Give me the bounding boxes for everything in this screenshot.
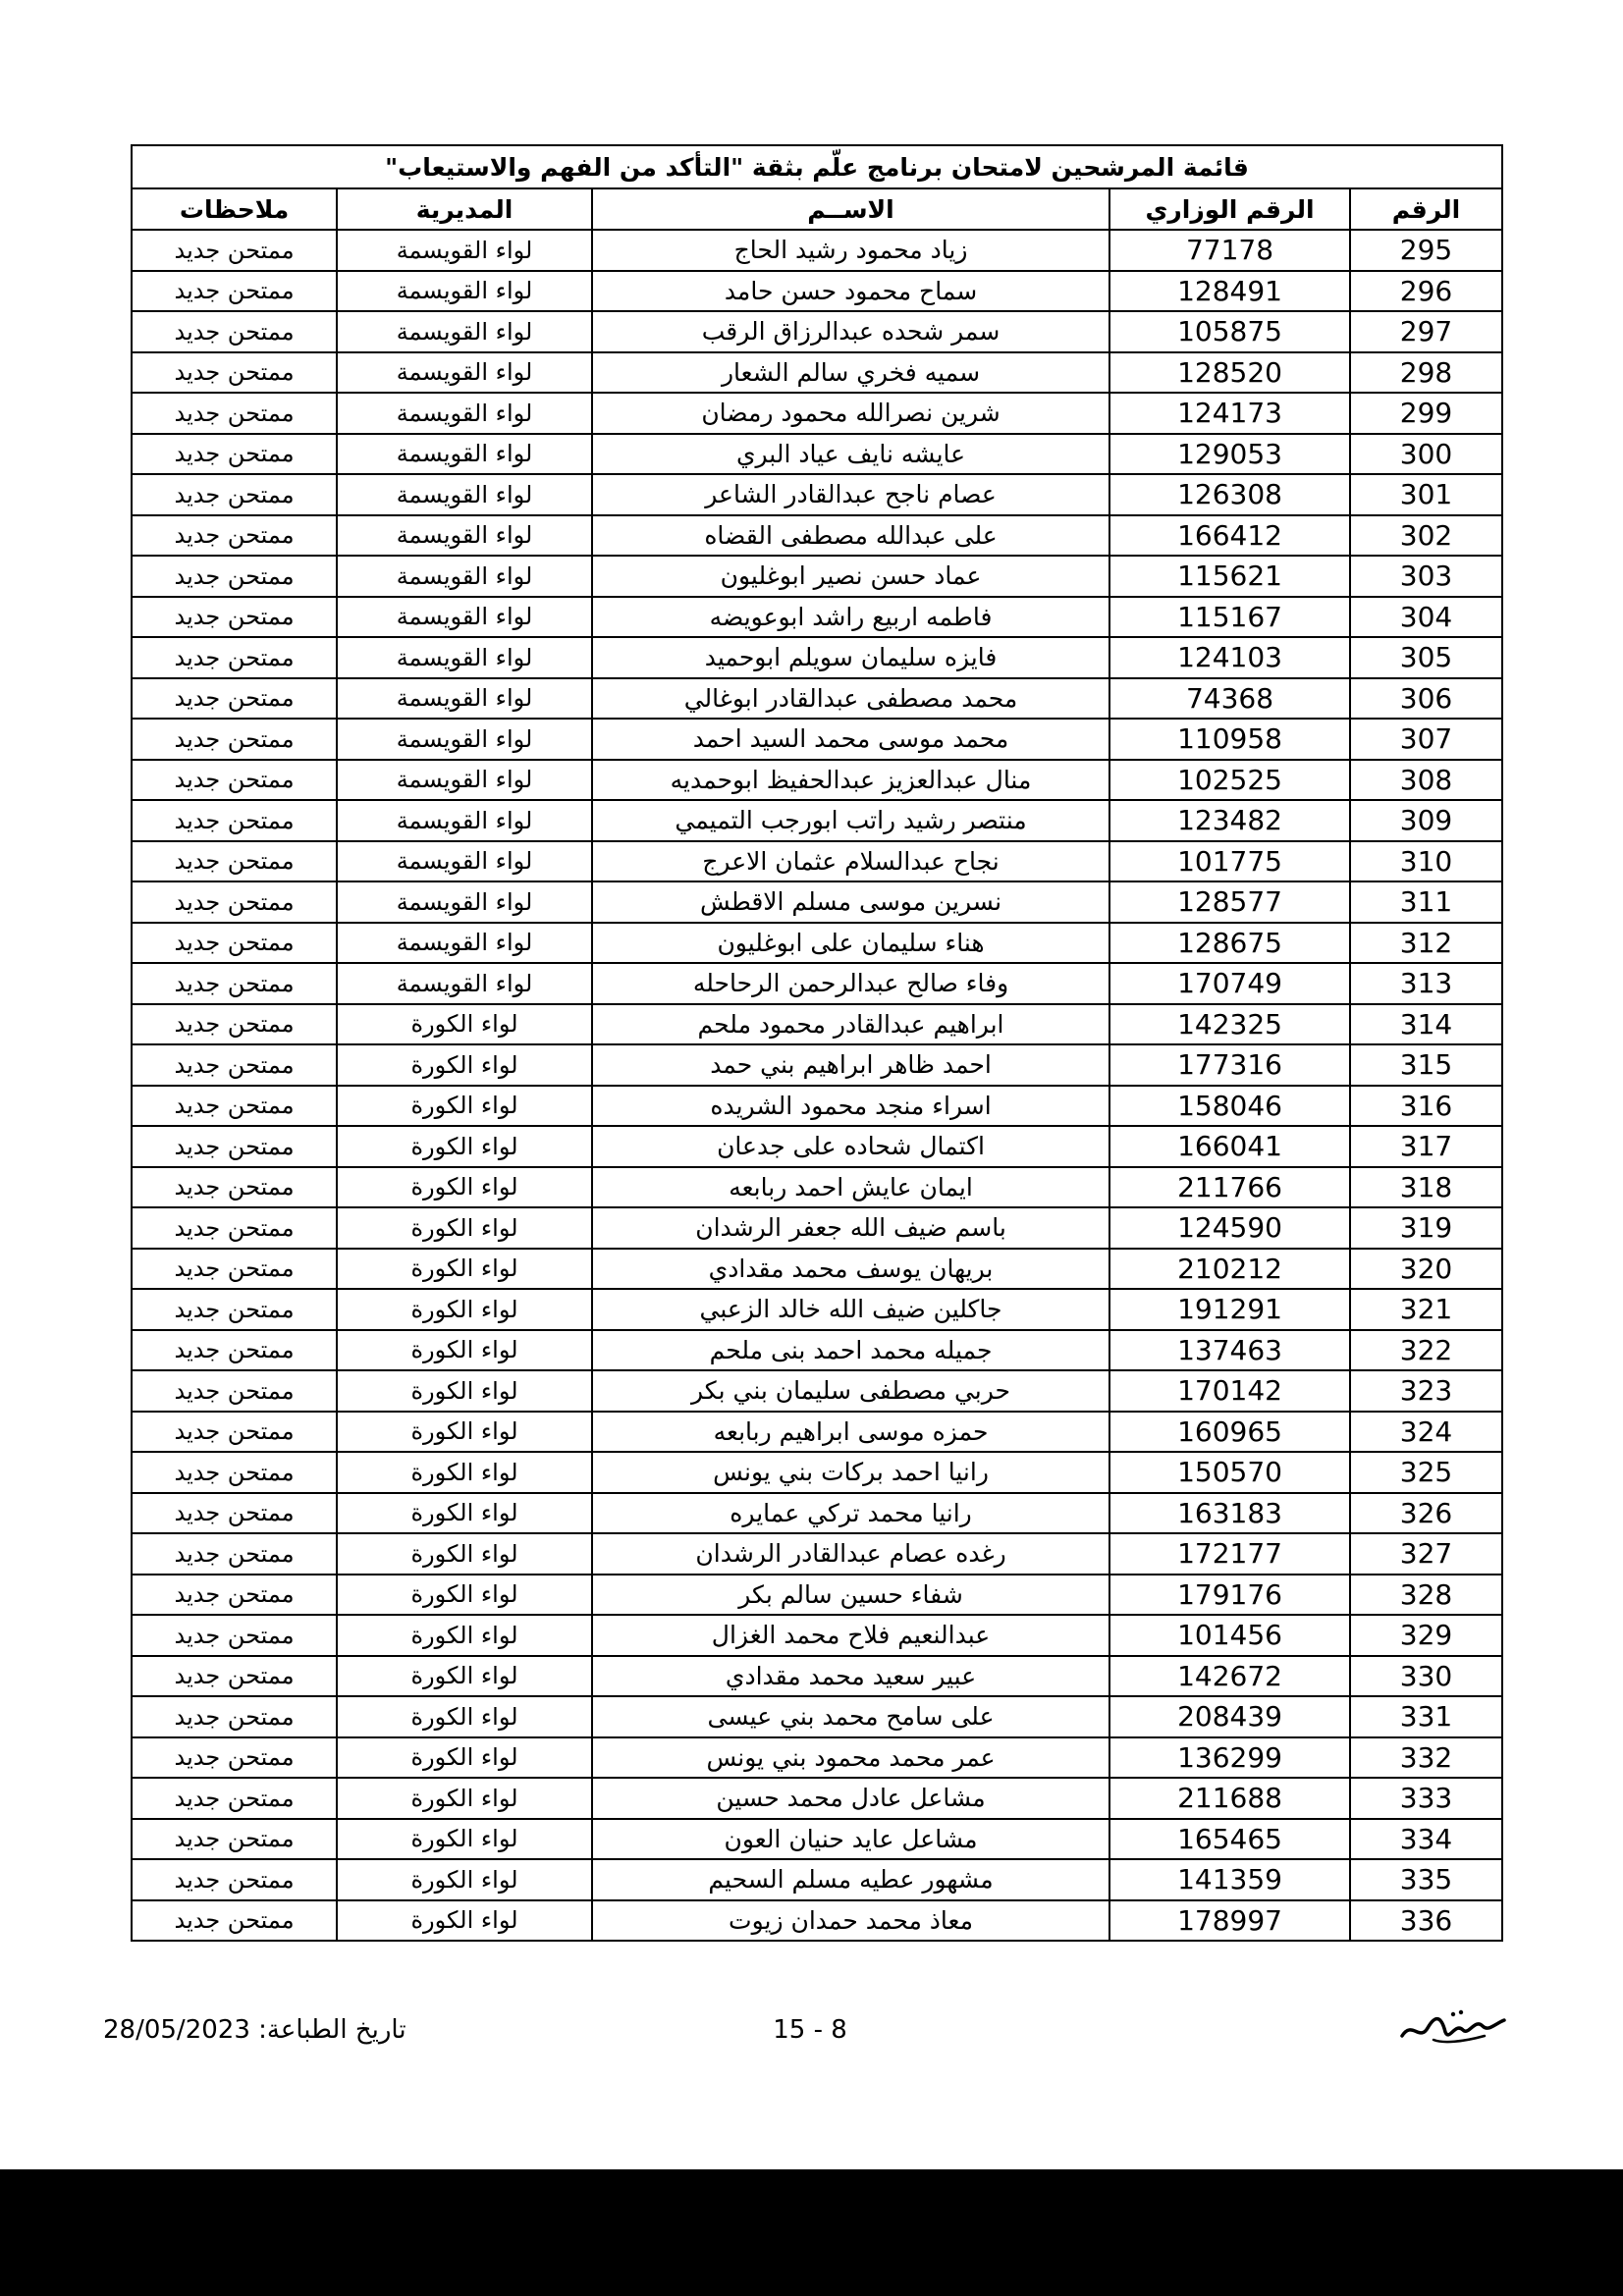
row-number-cell: 329 [1350, 1615, 1502, 1656]
notes-cell: ممتحن جديد [132, 1370, 337, 1412]
notes-cell: ممتحن جديد [132, 1207, 337, 1249]
table-row [132, 1575, 1502, 1616]
directorate-cell: لواء القويسمة [337, 841, 592, 882]
directorate-cell: لواء الكورة [337, 1412, 592, 1453]
notes-cell: ممتحن جديد [132, 1167, 337, 1208]
notes-cell: ممتحن جديد [132, 719, 337, 760]
directorate-cell: لواء القويسمة [337, 352, 592, 394]
row-number-cell: 335 [1350, 1859, 1502, 1900]
ministry-id-cell: 74368 [1109, 678, 1350, 720]
candidate-name-cell: رانيا محمد تركي عمايره [592, 1493, 1109, 1534]
table-row [132, 1900, 1502, 1942]
row-number-cell: 330 [1350, 1656, 1502, 1697]
table-title: قائمة المرشحين لامتحان برنامج علّم بثقة "التأكد من الفهم والاستيعاب" [132, 145, 1502, 188]
notes-cell: ممتحن جديد [132, 800, 337, 841]
candidate-name-cell: وفاء صالح عبدالرحمن الرحاحله [592, 963, 1109, 1004]
ministry-id-cell: 163183 [1109, 1493, 1350, 1534]
notes-cell: ممتحن جديد [132, 1452, 337, 1493]
row-number-cell: 314 [1350, 1004, 1502, 1045]
notes-cell: ممتحن جديد [132, 597, 337, 638]
ministry-id-cell: 211688 [1109, 1778, 1350, 1819]
ministry-id-cell: 166412 [1109, 515, 1350, 557]
row-number-cell: 296 [1350, 271, 1502, 312]
table-row [132, 311, 1502, 352]
row-number-cell: 307 [1350, 719, 1502, 760]
table-row [132, 515, 1502, 557]
candidate-name-cell: عماد حسن نصير ابوغليون [592, 556, 1109, 597]
ministry-id-cell: 123482 [1109, 800, 1350, 841]
candidate-name-cell: رغده عصام عبدالقادر الرشدان [592, 1533, 1109, 1575]
candidate-name-cell: ابراهيم عبدالقادر محمود ملحم [592, 1004, 1109, 1045]
notes-cell: ممتحن جديد [132, 515, 337, 557]
ministry-id-cell: 150570 [1109, 1452, 1350, 1493]
ministry-id-cell: 136299 [1109, 1737, 1350, 1779]
ministry-id-cell: 115167 [1109, 597, 1350, 638]
row-number-cell: 327 [1350, 1533, 1502, 1575]
row-number-cell: 336 [1350, 1900, 1502, 1942]
table-row [132, 1819, 1502, 1860]
table-row [132, 1249, 1502, 1290]
directorate-cell: لواء الكورة [337, 1656, 592, 1697]
directorate-cell: لواء القويسمة [337, 881, 592, 923]
directorate-cell: لواء القويسمة [337, 556, 592, 597]
candidate-name-cell: جاكلين ضيف الله خالد الزعبي [592, 1289, 1109, 1330]
table-row [132, 719, 1502, 760]
table-row [132, 1044, 1502, 1086]
directorate-cell: لواء الكورة [337, 1044, 592, 1086]
print-date: تاريخ الطباعة: 28/05/2023 [103, 2015, 406, 2045]
row-number-cell: 297 [1350, 311, 1502, 352]
row-number-cell: 303 [1350, 556, 1502, 597]
ministry-id-cell: 172177 [1109, 1533, 1350, 1575]
row-number-cell: 318 [1350, 1167, 1502, 1208]
notes-cell: ممتحن جديد [132, 1900, 337, 1942]
row-number-cell: 331 [1350, 1696, 1502, 1737]
notes-cell: ممتحن جديد [132, 474, 337, 515]
row-number-cell: 310 [1350, 841, 1502, 882]
table-row [132, 1696, 1502, 1737]
ministry-id-cell: 129053 [1109, 434, 1350, 475]
candidate-name-cell: احمد ظاهر ابراهيم بني حمد [592, 1044, 1109, 1086]
directorate-cell: لواء القويسمة [337, 963, 592, 1004]
ministry-id-cell: 105875 [1109, 311, 1350, 352]
table-row [132, 923, 1502, 964]
directorate-cell: لواء القويسمة [337, 597, 592, 638]
notes-cell: ممتحن جديد [132, 1126, 337, 1167]
notes-cell: ممتحن جديد [132, 1004, 337, 1045]
ministry-id-cell: 124103 [1109, 637, 1350, 678]
ministry-id-cell: 137463 [1109, 1330, 1350, 1371]
ministry-id-cell: 179176 [1109, 1575, 1350, 1616]
notes-cell: ممتحن جديد [132, 1412, 337, 1453]
table-row [132, 1452, 1502, 1493]
ministry-id-cell: 128577 [1109, 881, 1350, 923]
candidate-name-cell: سمر شحده عبدالرزاق الرقب [592, 311, 1109, 352]
ministry-id-cell: 110958 [1109, 719, 1350, 760]
ministry-id-cell: 102525 [1109, 760, 1350, 801]
directorate-cell: لواء الكورة [337, 1819, 592, 1860]
ministry-id-cell: 166041 [1109, 1126, 1350, 1167]
table-row [132, 1370, 1502, 1412]
table-row [132, 881, 1502, 923]
row-number-cell: 313 [1350, 963, 1502, 1004]
directorate-cell: لواء الكورة [337, 1737, 592, 1779]
column-header-ministry-id: الرقم الوزاري [1109, 188, 1350, 230]
directorate-cell: لواء القويسمة [337, 393, 592, 434]
directorate-cell: لواء الكورة [337, 1330, 592, 1371]
notes-cell: ممتحن جديد [132, 1493, 337, 1534]
scan-edge-bar [0, 2169, 1623, 2296]
directorate-cell: لواء الكورة [337, 1615, 592, 1656]
candidate-name-cell: حربي مصطفى سليمان بني بكر [592, 1370, 1109, 1412]
row-number-cell: 324 [1350, 1412, 1502, 1453]
directorate-cell: لواء الكورة [337, 1533, 592, 1575]
row-number-cell: 333 [1350, 1778, 1502, 1819]
notes-cell: ممتحن جديد [132, 963, 337, 1004]
candidate-name-cell: عبير سعيد محمد مقدادي [592, 1656, 1109, 1697]
candidate-name-cell: سميه فخري سالم الشعار [592, 352, 1109, 394]
notes-cell: ممتحن جديد [132, 1575, 337, 1616]
ministry-id-cell: 208439 [1109, 1696, 1350, 1737]
ministry-id-cell: 178997 [1109, 1900, 1350, 1942]
directorate-cell: لواء الكورة [337, 1289, 592, 1330]
candidate-name-cell: سماح محمود حسن حامد [592, 271, 1109, 312]
ministry-id-cell: 160965 [1109, 1412, 1350, 1453]
table-row [132, 1086, 1502, 1127]
row-number-cell: 309 [1350, 800, 1502, 841]
row-number-cell: 305 [1350, 637, 1502, 678]
column-header-notes: ملاحظات [132, 188, 337, 230]
candidate-name-cell: مشاعل عادل محمد حسين [592, 1778, 1109, 1819]
notes-cell: ممتحن جديد [132, 637, 337, 678]
row-number-cell: 308 [1350, 760, 1502, 801]
row-number-cell: 306 [1350, 678, 1502, 720]
candidate-name-cell: رانيا احمد بركات بني يونس [592, 1452, 1109, 1493]
candidate-name-cell: منال عبدالعزيز عبدالحفيظ ابوحمديه [592, 760, 1109, 801]
notes-cell: ممتحن جديد [132, 1289, 337, 1330]
candidate-name-cell: حمزه موسى ابراهيم ربابعه [592, 1412, 1109, 1453]
table-row [132, 1737, 1502, 1779]
table-row [132, 474, 1502, 515]
row-number-cell: 319 [1350, 1207, 1502, 1249]
notes-cell: ممتحن جديد [132, 841, 337, 882]
candidates-table [131, 144, 1503, 1942]
directorate-cell: لواء الكورة [337, 1493, 592, 1534]
candidate-name-cell: عايشه نايف عياد البري [592, 434, 1109, 475]
ministry-id-cell: 141359 [1109, 1859, 1350, 1900]
ministry-id-cell: 142325 [1109, 1004, 1350, 1045]
row-number-cell: 325 [1350, 1452, 1502, 1493]
table-row [132, 1289, 1502, 1330]
table-row [132, 1778, 1502, 1819]
row-number-cell: 312 [1350, 923, 1502, 964]
row-number-cell: 328 [1350, 1575, 1502, 1616]
directorate-cell: لواء القويسمة [337, 311, 592, 352]
notes-cell: ممتحن جديد [132, 393, 337, 434]
table-row [132, 678, 1502, 720]
notes-cell: ممتحن جديد [132, 1819, 337, 1860]
notes-cell: ممتحن جديد [132, 1859, 337, 1900]
table-row [132, 1493, 1502, 1534]
candidate-name-cell: اسراء منجد محمود الشريده [592, 1086, 1109, 1127]
candidate-name-cell: اكتمال شحاده على جدعان [592, 1126, 1109, 1167]
table-row [132, 841, 1502, 882]
directorate-cell: لواء الكورة [337, 1575, 592, 1616]
ministry-id-cell: 177316 [1109, 1044, 1350, 1086]
candidate-name-cell: نسرين موسى مسلم الاقطش [592, 881, 1109, 923]
notes-cell: ممتحن جديد [132, 271, 337, 312]
table-row [132, 800, 1502, 841]
candidate-name-cell: مشهور عطيه مسلم السحيم [592, 1859, 1109, 1900]
ministry-id-cell: 170749 [1109, 963, 1350, 1004]
directorate-cell: لواء الكورة [337, 1167, 592, 1208]
ministry-id-cell: 210212 [1109, 1249, 1350, 1290]
candidate-name-cell: زياد محمود رشيد الحاج [592, 230, 1109, 271]
table-row [132, 1167, 1502, 1208]
ministry-id-cell: 124173 [1109, 393, 1350, 434]
table-row [132, 393, 1502, 434]
table-row [132, 1656, 1502, 1697]
table-row [132, 963, 1502, 1004]
candidate-name-cell: عمر محمد محمود بني يونس [592, 1737, 1109, 1779]
notes-cell: ممتحن جديد [132, 1656, 337, 1697]
table-row [132, 1412, 1502, 1453]
candidate-name-cell: محمد موسى محمد السيد احمد [592, 719, 1109, 760]
row-number-cell: 326 [1350, 1493, 1502, 1534]
directorate-cell: لواء القويسمة [337, 678, 592, 720]
candidate-name-cell: شرين نصرالله محمود رمضان [592, 393, 1109, 434]
row-number-cell: 299 [1350, 393, 1502, 434]
table-row [132, 434, 1502, 475]
row-number-cell: 304 [1350, 597, 1502, 638]
row-number-cell: 323 [1350, 1370, 1502, 1412]
notes-cell: ممتحن جديد [132, 1778, 337, 1819]
table-row [132, 597, 1502, 638]
candidate-name-cell: بريهان يوسف محمد مقدادي [592, 1249, 1109, 1290]
table-row [132, 1126, 1502, 1167]
notes-cell: ممتحن جديد [132, 1696, 337, 1737]
row-number-cell: 332 [1350, 1737, 1502, 1779]
notes-cell: ممتحن جديد [132, 1086, 337, 1127]
ministry-id-cell: 101456 [1109, 1615, 1350, 1656]
directorate-cell: لواء القويسمة [337, 434, 592, 475]
row-number-cell: 295 [1350, 230, 1502, 271]
directorate-cell: لواء الكورة [337, 1004, 592, 1045]
notes-cell: ممتحن جديد [132, 230, 337, 271]
directorate-cell: لواء الكورة [337, 1452, 592, 1493]
directorate-cell: لواء الكورة [337, 1370, 592, 1412]
column-header-directorate: المديرية [337, 188, 592, 230]
candidate-name-cell: جميله محمد احمد بنى ملحم [592, 1330, 1109, 1371]
table-row [132, 760, 1502, 801]
candidate-name-cell: باسم ضيف الله جعفر الرشدان [592, 1207, 1109, 1249]
row-number-cell: 316 [1350, 1086, 1502, 1127]
notes-cell: ممتحن جديد [132, 556, 337, 597]
candidate-name-cell: منتصر رشيد راتب ابورجب التميمي [592, 800, 1109, 841]
directorate-cell: لواء القويسمة [337, 719, 592, 760]
candidate-name-cell: معاذ محمد حمدان زيوت [592, 1900, 1109, 1942]
directorate-cell: لواء الكورة [337, 1696, 592, 1737]
handwritten-signature [1394, 2002, 1512, 2052]
ministry-id-cell: 170142 [1109, 1370, 1350, 1412]
row-number-cell: 315 [1350, 1044, 1502, 1086]
candidate-name-cell: ايمان عايش احمد ربابعه [592, 1167, 1109, 1208]
candidate-name-cell: عصام ناجح عبدالقادر الشاعر [592, 474, 1109, 515]
table-row [132, 1859, 1502, 1900]
candidate-name-cell: هناء سليمان على ابوغليون [592, 923, 1109, 964]
directorate-cell: لواء الكورة [337, 1126, 592, 1167]
row-number-cell: 334 [1350, 1819, 1502, 1860]
candidate-name-cell: فاطمه اربيع راشد ابوعويضه [592, 597, 1109, 638]
notes-cell: ممتحن جديد [132, 311, 337, 352]
row-number-cell: 300 [1350, 434, 1502, 475]
directorate-cell: لواء القويسمة [337, 637, 592, 678]
table-row [132, 1004, 1502, 1045]
table-row [132, 637, 1502, 678]
row-number-cell: 298 [1350, 352, 1502, 394]
page-number: 15 - 8 [773, 2015, 847, 2045]
directorate-cell: لواء القويسمة [337, 271, 592, 312]
candidate-name-cell: على سامح محمد بني عيسى [592, 1696, 1109, 1737]
ministry-id-cell: 165465 [1109, 1819, 1350, 1860]
candidate-name-cell: فايزه سليمان سويلم ابوحميد [592, 637, 1109, 678]
directorate-cell: لواء الكورة [337, 1859, 592, 1900]
notes-cell: ممتحن جديد [132, 881, 337, 923]
table-row [132, 1615, 1502, 1656]
row-number-cell: 302 [1350, 515, 1502, 557]
row-number-cell: 321 [1350, 1289, 1502, 1330]
table-body [132, 230, 1502, 1941]
notes-cell: ممتحن جديد [132, 1615, 337, 1656]
row-number-cell: 320 [1350, 1249, 1502, 1290]
ministry-id-cell: 128491 [1109, 271, 1350, 312]
ministry-id-cell: 158046 [1109, 1086, 1350, 1127]
directorate-cell: لواء الكورة [337, 1778, 592, 1819]
directorate-cell: لواء القويسمة [337, 760, 592, 801]
notes-cell: ممتحن جديد [132, 434, 337, 475]
directorate-cell: لواء الكورة [337, 1900, 592, 1942]
ministry-id-cell: 115621 [1109, 556, 1350, 597]
candidate-name-cell: على عبدالله مصطفى القضاه [592, 515, 1109, 557]
table-row [132, 1330, 1502, 1371]
directorate-cell: لواء القويسمة [337, 474, 592, 515]
notes-cell: ممتحن جديد [132, 923, 337, 964]
notes-cell: ممتحن جديد [132, 678, 337, 720]
directorate-cell: لواء القويسمة [337, 923, 592, 964]
ministry-id-cell: 191291 [1109, 1289, 1350, 1330]
row-number-cell: 322 [1350, 1330, 1502, 1371]
notes-cell: ممتحن جديد [132, 1249, 337, 1290]
ministry-id-cell: 128520 [1109, 352, 1350, 394]
candidate-name-cell: شفاء حسين سالم بكر [592, 1575, 1109, 1616]
notes-cell: ممتحن جديد [132, 1330, 337, 1371]
ministry-id-cell: 101775 [1109, 841, 1350, 882]
directorate-cell: لواء القويسمة [337, 515, 592, 557]
table-row [132, 352, 1502, 394]
table-row [132, 556, 1502, 597]
candidate-name-cell: مشاعل عايد حنيان العون [592, 1819, 1109, 1860]
directorate-cell: لواء الكورة [337, 1249, 592, 1290]
candidate-name-cell: عبدالنعيم فلاح محمد الغزال [592, 1615, 1109, 1656]
column-header-name: الاســم [592, 188, 1109, 230]
notes-cell: ممتحن جديد [132, 1533, 337, 1575]
ministry-id-cell: 77178 [1109, 230, 1350, 271]
directorate-cell: لواء الكورة [337, 1207, 592, 1249]
directorate-cell: لواء الكورة [337, 1086, 592, 1127]
table-row [132, 1533, 1502, 1575]
notes-cell: ممتحن جديد [132, 760, 337, 801]
row-number-cell: 317 [1350, 1126, 1502, 1167]
row-number-cell: 311 [1350, 881, 1502, 923]
notes-cell: ممتحن جديد [132, 1044, 337, 1086]
table-row [132, 271, 1502, 312]
ministry-id-cell: 124590 [1109, 1207, 1350, 1249]
notes-cell: ممتحن جديد [132, 352, 337, 394]
directorate-cell: لواء القويسمة [337, 230, 592, 271]
row-number-cell: 301 [1350, 474, 1502, 515]
table-row [132, 230, 1502, 271]
directorate-cell: لواء القويسمة [337, 800, 592, 841]
ministry-id-cell: 211766 [1109, 1167, 1350, 1208]
candidate-name-cell: محمد مصطفى عبدالقادر ابوغالي [592, 678, 1109, 720]
candidate-name-cell: نجاح عبدالسلام عثمان الاعرج [592, 841, 1109, 882]
ministry-id-cell: 126308 [1109, 474, 1350, 515]
table-row [132, 1207, 1502, 1249]
notes-cell: ممتحن جديد [132, 1737, 337, 1779]
ministry-id-cell: 142672 [1109, 1656, 1350, 1697]
ministry-id-cell: 128675 [1109, 923, 1350, 964]
column-header-number: الرقم [1350, 188, 1502, 230]
